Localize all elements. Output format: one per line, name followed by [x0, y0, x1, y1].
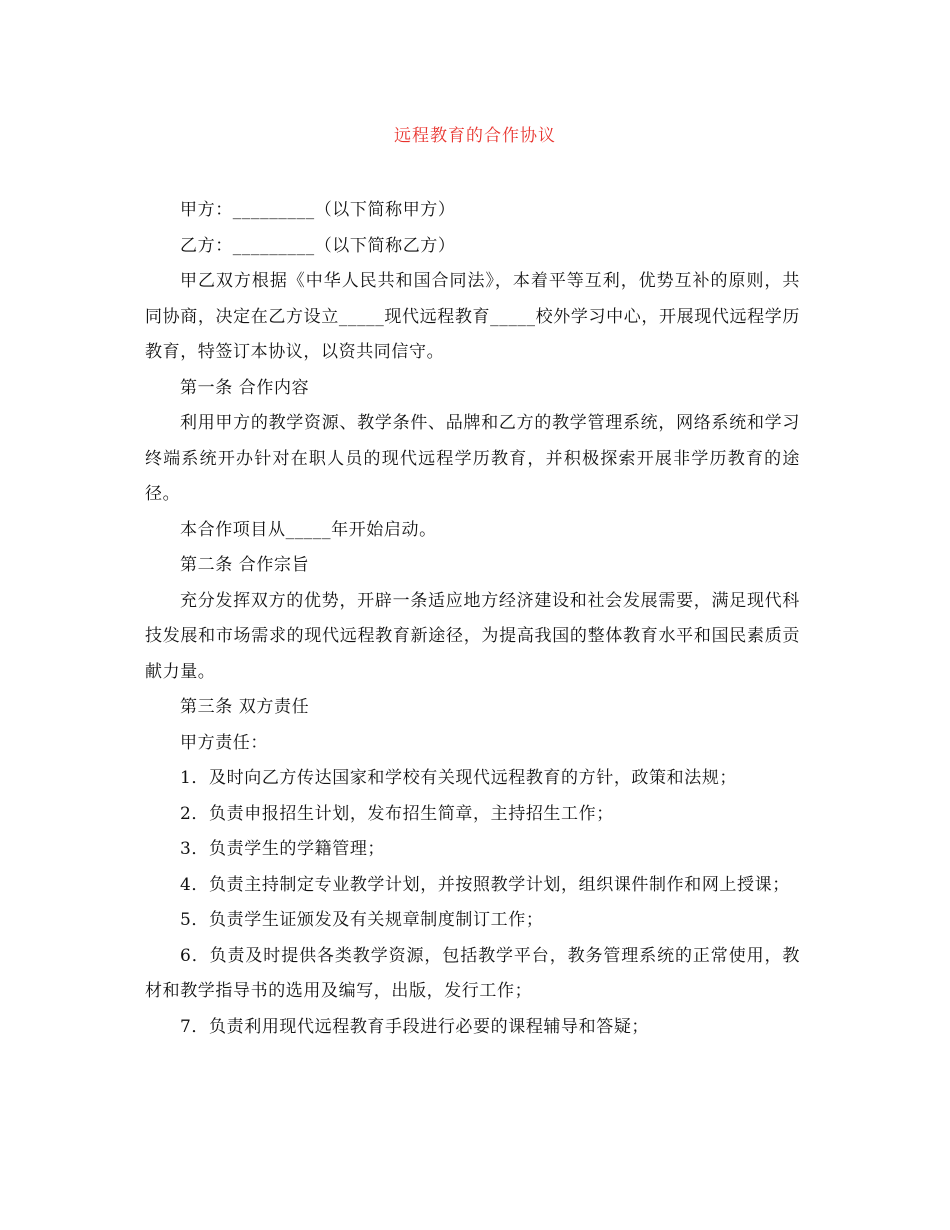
preamble-paragraph: 甲乙双方根据《中华人民共和国合同法》，本着平等互利，优势互补的原则，共同协商，决定在乙方设立_____现代远程教育_____校外学习中心，开展现代远程学历教育，特签订本协议，以资共同信守。	[145, 271, 800, 362]
start-year-paragraph: 本合作项目从_____年开始启动。	[180, 519, 437, 540]
duty-item-7: 7．负责利用现代远程教育手段进行必要的课程辅导和答疑；	[180, 1016, 650, 1037]
article-2-heading: 第二条 合作宗旨	[180, 555, 310, 575]
duty-item-6: 6．负责及时提供各类教学资源，包括教学平台，教务管理系统的正常使用，教材和教学指导书的选用及编写，出版，发行工作；	[145, 945, 800, 1001]
party-a-duties-heading: 甲方责任：	[180, 732, 268, 753]
document-body	[145, 193, 800, 1045]
party-a-line: 甲方：_________（以下简称甲方）	[180, 200, 456, 220]
article-1-paragraph: 利用甲方的教学资源、教学条件、品牌和乙方的教学管理系统，网络系统和学习终端系统开办针对在职人员的现代远程学历教育，并积极探索开展非学历教育的途径。	[145, 413, 800, 504]
party-b-line: 乙方：_________（以下简称乙方）	[180, 235, 456, 256]
duty-item-2: 2．负责申报招生计划，发布招生简章，主持招生工作；	[180, 803, 614, 824]
document-title: 远程教育的合作协议	[394, 126, 556, 146]
article-3-heading: 第三条 双方责任	[180, 697, 310, 717]
article-2-paragraph: 充分发挥双方的优势，开辟一条适应地方经济建设和社会发展需要，满足现代科技发展和市场需求的现代远程教育新途径，为提高我国的整体教育水平和国民素质贡献力量。	[145, 590, 800, 682]
duty-item-1: 1．及时向乙方传达国家和学校有关现代远程教育的方针，政策和法规；	[180, 768, 738, 788]
duty-item-3: 3．负责学生的学籍管理；	[180, 839, 386, 859]
article-1-heading: 第一条 合作内容	[180, 377, 310, 398]
duty-item-4: 4．负责主持制定专业教学计划，并按照教学计划，组织课件制作和网上授课；	[180, 874, 790, 895]
duty-item-5: 5．负责学生证颁发及有关规章制度制订工作；	[180, 910, 544, 930]
